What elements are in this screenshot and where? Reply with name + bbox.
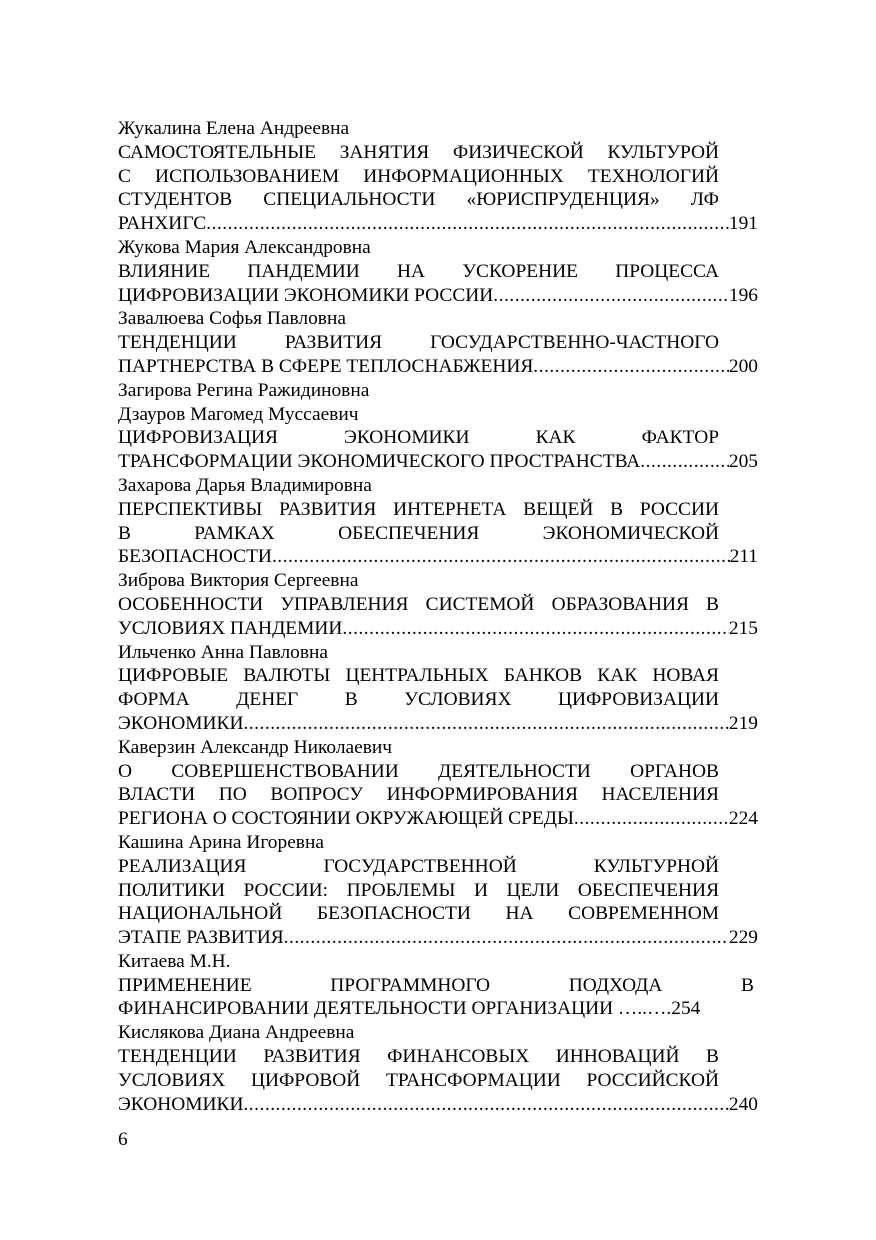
toc-entry-author: Кислякова Диана Андреевна <box>118 1022 355 1044</box>
toc-entry-author: Жукова Мария Александровна <box>118 236 371 258</box>
toc-entry-author: Завалюева Софья Павловна <box>118 308 346 330</box>
toc-entry-page: 224 <box>728 808 758 830</box>
toc-entry-last-line <box>118 212 758 236</box>
toc-entry-title-line: ПЕРСПЕКТИВЫ РАЗВИТИЯ ИНТЕРНЕТА ВЕЩЕЙ В РОССИИ <box>118 498 719 520</box>
toc-entry <box>118 736 758 831</box>
toc-entry-page: 240 <box>728 1093 758 1115</box>
toc-entry-title-last-line: ПАРТНЕРСТВА В СФЕРЕ ТЕПЛОСНАБЖЕНИЯ <box>118 355 534 377</box>
toc-entry <box>118 569 758 640</box>
toc-entry-last-line <box>118 617 758 641</box>
toc-entry-title-last-line: ТРАНСФОРМАЦИИ ЭКОНОМИЧЕСКОГО ПРОСТРАНСТВА <box>118 451 641 473</box>
toc-entry-title <box>118 760 719 808</box>
toc-entry-author: Жукалина Елена Андреевна <box>118 118 350 139</box>
toc-entry-title-line: В РАМКАХ ОБЕСПЕЧЕНИЯ ЭКОНОМИЧЕСКОЙ <box>118 522 719 544</box>
dot-leader <box>493 284 729 308</box>
toc-entry <box>118 474 758 569</box>
toc-entry-title <box>118 664 719 712</box>
dot-leader <box>272 545 730 569</box>
toc-entry-author: Загирова Регина Ражидиновна <box>118 379 370 401</box>
toc-entry-title <box>118 593 719 617</box>
toc-entry-title-line: САМОСТОЯТЕЛЬНЫЕ ЗАНЯТИЯ ФИЗИЧЕСКОЙ КУЛЬТУРОЙ <box>118 141 719 163</box>
dot-leader <box>574 807 729 831</box>
toc-entry-page: 200 <box>728 355 758 377</box>
toc-entry-last-line <box>118 1093 758 1117</box>
toc-entry-title-line: ФОРМА ДЕНЕГ В УСЛОВИЯХ ЦИФРОВИЗАЦИИ <box>118 689 719 711</box>
toc-entry-page: 229 <box>728 927 758 949</box>
dot-leader <box>342 617 729 641</box>
toc-entry-page: 215 <box>728 617 758 639</box>
toc-entry-title <box>118 141 719 212</box>
toc-entry-title-last-line: РАНХИГС <box>118 213 207 235</box>
toc-entry <box>118 236 758 307</box>
toc-entry-title-last-line: ЦИФРОВИЗАЦИИ ЭКОНОМИКИ РОССИИ <box>118 284 494 306</box>
toc-entry-title-last-line: ЭКОНОМИКИ <box>118 712 244 734</box>
toc-entry-coauthor: Дзауров Магомед Муссаевич <box>118 403 359 425</box>
toc-entry-title-last-line: РЕГИОНА О СОСТОЯНИИ ОКРУЖАЮЩЕЙ СРЕДЫ <box>118 808 574 830</box>
toc-entry-author: Каверзин Александр Николаевич <box>118 736 393 758</box>
toc-entry-author: Зиброва Виктория Сергеевна <box>118 570 359 592</box>
toc-entry-title-line: ВЛАСТИ ПО ВОПРОСУ ИНФОРМИРОВАНИЯ НАСЕЛЕНИЯ <box>118 784 719 806</box>
toc-entry-title <box>118 855 719 926</box>
toc-entry <box>118 950 758 1021</box>
toc-entry-title-line: ТЕНДЕНЦИИ РАЗВИТИЯ ГОСУДАРСТВЕННО-ЧАСТНОГО <box>118 332 719 354</box>
dot-leader <box>243 712 728 736</box>
toc-entry-title-line: О СОВЕРШЕНСТВОВАНИИ ДЕЯТЕЛЬНОСТИ ОРГАНОВ <box>118 760 719 782</box>
toc-entry-last-line <box>118 355 758 379</box>
toc-entry-page: 211 <box>729 546 758 568</box>
toc-entry-last-line <box>118 545 758 569</box>
toc-entry-title-line: РЕАЛИЗАЦИЯ ГОСУДАРСТВЕННОЙ КУЛЬТУРНОЙ <box>118 855 719 877</box>
toc-entry-title-line: ЦИФРОВИЗАЦИЯ ЭКОНОМИКИ КАК ФАКТОР <box>118 427 719 449</box>
toc-entry-title-last-line: БЕЗОПАСНОСТИ <box>118 546 272 568</box>
toc-entry-last-line <box>118 284 758 308</box>
toc-entry-title <box>118 974 754 998</box>
toc-entry-title <box>118 331 719 355</box>
toc-entry <box>118 117 758 236</box>
toc-entry-author: Китаева М.Н. <box>118 950 231 972</box>
dot-leader <box>533 355 729 379</box>
toc-entry-last-line <box>118 450 758 474</box>
dot-leader <box>640 450 729 474</box>
toc-entry <box>118 379 758 474</box>
table-of-contents <box>118 117 758 1116</box>
toc-entry-last-line <box>118 807 758 831</box>
toc-entry-last-line <box>118 926 758 950</box>
toc-entry <box>118 1021 758 1116</box>
toc-entry <box>118 641 758 736</box>
toc-entry-last-line <box>118 712 758 736</box>
toc-entry-title-line: ПРИМЕНЕНИЕ ПРОГРАММНОГО ПОДХОДА В <box>118 974 754 996</box>
toc-entry-title <box>118 1045 719 1093</box>
toc-entry-title-last-line: ЭКОНОМИКИ <box>118 1093 244 1115</box>
toc-entry-page: 196 <box>728 284 758 306</box>
toc-entry <box>118 831 758 950</box>
toc-entry-page: 205 <box>728 451 758 473</box>
toc-entry-title-last-line: ФИНАНСИРОВАНИИ ДЕЯТЕЛЬНОСТИ ОРГАНИЗАЦИИ …..….254 <box>118 998 701 1020</box>
toc-entry-page: 219 <box>728 712 758 734</box>
dot-leader <box>243 1093 728 1117</box>
toc-entry-author: Ильченко Анна Павловна <box>118 641 328 663</box>
toc-entry-author: Кашина Арина Игоревна <box>118 831 324 853</box>
toc-entry-title-line: ТЕНДЕНЦИИ РАЗВИТИЯ ФИНАНСОВЫХ ИННОВАЦИЙ В <box>118 1046 719 1068</box>
toc-entry <box>118 307 758 378</box>
toc-entry-title-last-line: УСЛОВИЯХ ПАНДЕМИИ <box>118 617 343 639</box>
toc-entry-author: Захарова Дарья Владимировна <box>118 474 372 496</box>
toc-entry-title <box>118 498 719 546</box>
toc-entry-title-line: ЦИФРОВЫЕ ВАЛЮТЫ ЦЕНТРАЛЬНЫХ БАНКОВ КАК НОВАЯ <box>118 665 719 687</box>
toc-entry-title <box>118 426 719 450</box>
toc-entry-title-line: ВЛИЯНИЕ ПАНДЕМИИ НА УСКОРЕНИЕ ПРОЦЕССА <box>118 260 719 282</box>
toc-entry-title-line: ПОЛИТИКИ РОССИИ: ПРОБЛЕМЫ И ЦЕЛИ ОБЕСПЕЧЕНИЯ <box>118 879 719 901</box>
toc-entry-title-line: С ИСПОЛЬЗОВАНИЕМ ИНФОРМАЦИОННЫХ ТЕХНОЛОГИЙ <box>118 165 719 187</box>
toc-entry-title-last-line: ЭТАПЕ РАЗВИТИЯ <box>118 927 284 949</box>
dot-leader <box>284 926 729 950</box>
toc-entry-title-line: ОСОБЕННОСТИ УПРАВЛЕНИЯ СИСТЕМОЙ ОБРАЗОВАНИЯ В <box>118 593 719 615</box>
toc-entry-page: 191 <box>728 213 758 235</box>
toc-entry-title <box>118 260 719 284</box>
toc-entry-title-line: СТУДЕНТОВ СПЕЦИАЛЬНОСТИ «ЮРИСПРУДЕНЦИЯ» ЛФ <box>118 189 719 211</box>
dot-leader <box>206 212 729 236</box>
page-number: 6 <box>118 1129 128 1150</box>
toc-entry-title-line: НАЦИОНАЛЬНОЙ БЕЗОПАСНОСТИ НА СОВРЕМЕННОМ <box>118 903 719 925</box>
toc-entry-title-line: УСЛОВИЯХ ЦИФРОВОЙ ТРАНСФОРМАЦИИ РОССИЙСКОЙ <box>118 1069 719 1091</box>
